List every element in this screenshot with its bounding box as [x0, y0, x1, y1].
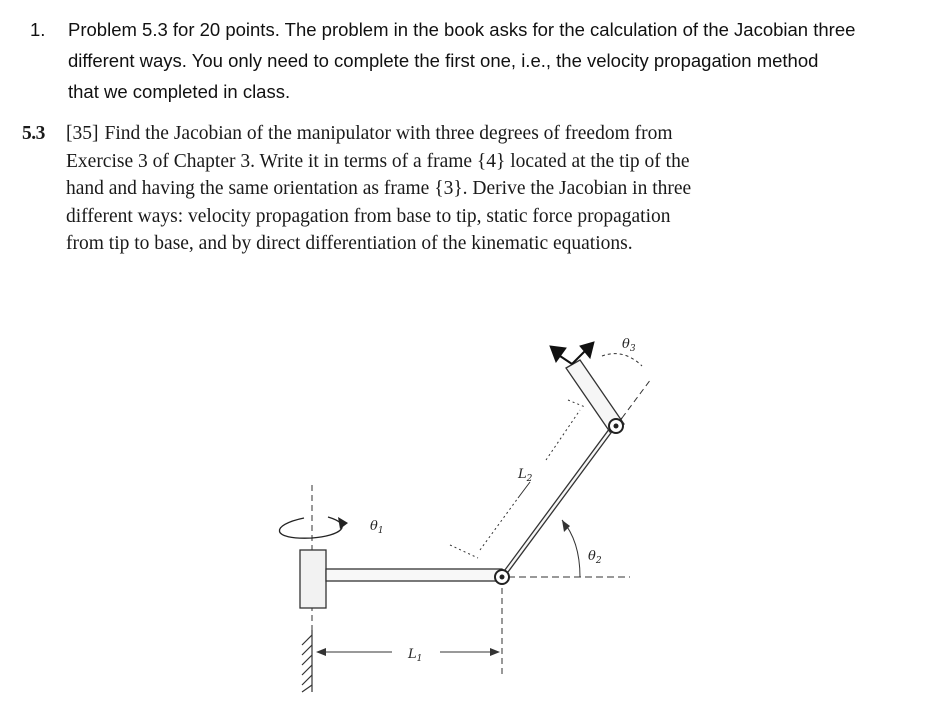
problem-points: [35] [66, 123, 99, 144]
problem-line: hand and having the same orientation as frame {3}. Derive the Jacobian in three [66, 178, 692, 199]
instruction-line: different ways. You only need to complete the first one, i.e., the velocity propagation method [68, 50, 819, 71]
instruction-number: 1. [30, 19, 46, 40]
problem-number: 5.3 [22, 123, 45, 144]
L1-label: $L_1$ [408, 647, 423, 664]
problem-line-text: Find the Jacobian of the manipulator with three degrees of freedom from [104, 123, 673, 144]
theta3-label: $\theta_3$ [622, 337, 636, 354]
manipulator-figure [250, 320, 650, 700]
problem-line: from tip to base, and by direct differentiation of the kinematic equations. [66, 233, 633, 254]
problem-line: different ways: velocity propagation from base to tip, static force propagation [66, 205, 671, 227]
problem-line [66, 120, 902, 148]
rotation-arrow [279, 517, 342, 538]
link-2 [496, 418, 622, 582]
instruction-line: that we completed in class. [68, 81, 291, 102]
base-block [300, 550, 326, 608]
instruction [30, 14, 930, 107]
problem-text [66, 120, 902, 258]
ground-hatch [302, 630, 312, 692]
link-1 [326, 569, 502, 581]
theta1-label: $\theta_1$ [370, 519, 384, 536]
manipulator-drawing [250, 320, 650, 700]
L2-label: $L_2$ [518, 467, 533, 484]
theta2-label: $\theta_2$ [588, 549, 602, 566]
instruction-line: Problem 5.3 for 20 points. The problem in the book asks for the calculation of the Jacobian three [68, 19, 856, 40]
instruction-text [68, 14, 930, 107]
problem-line: Exercise 3 of Chapter 3. Write it in terms of a frame {4} located at the tip of the [66, 150, 690, 172]
problem-statement [22, 120, 902, 258]
tip-arrows [550, 342, 594, 364]
